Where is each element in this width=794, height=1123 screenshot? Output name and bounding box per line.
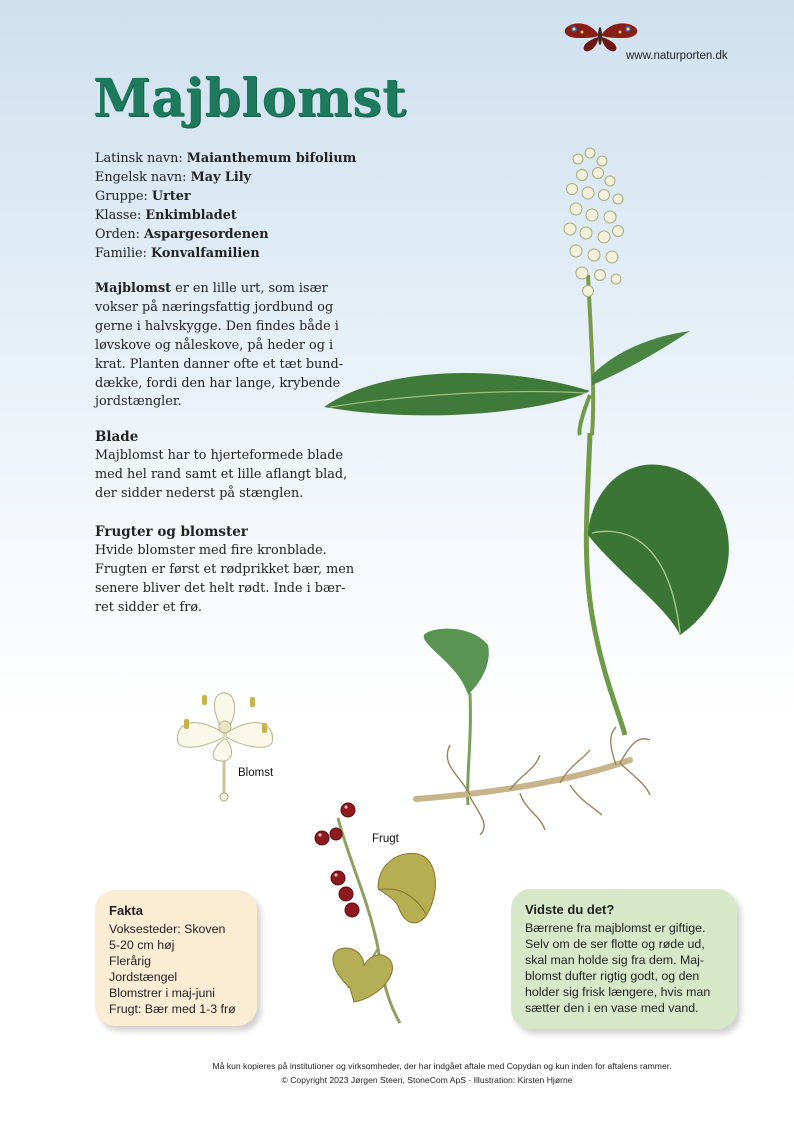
flower-label: Blomst	[238, 767, 274, 779]
did-you-know-heading: Vidste du det?	[525, 902, 615, 917]
fruits-section: Frugter og blomster Hvide blomster med fire kronblade. Frugten er først et rødprikket bær, men senere bliver det helt rødt. Inde i bær- ret sidder et frø.	[95, 523, 357, 618]
website-url[interactable]: www.naturporten.dk	[626, 50, 728, 62]
info-family: Familie: Konvalfamilien	[95, 245, 260, 261]
did-you-know-box: Vidste du det? Bærrene fra majblomst er giftige. Selv om de ser flotte og røde ud, skal man holde sig fra dem. Maj- blomst dufter rigtig godt, og den holder sig frisk længere, hvis man sætter den i en vase med vand.	[511, 889, 737, 1029]
intro-paragraph: Majblomst er en lille urt, som især vokser på næringsfattig jordbund og gerne i halvskygge. Den findes både i løvskove og nåleskove, på heder og i krat. Planten danner ofte et tæt bund- dække, fordi den har lange, krybende jordstængler.	[95, 281, 344, 410]
info-group: Gruppe: Urter	[95, 188, 191, 204]
species-info	[95, 150, 356, 263]
leaves-section: Blade Majblomst har to hjerteformede blade med hel rand samt et lille aflangt blad, der sidder nederst på stænglen.	[95, 428, 357, 504]
page-title: Majblomst	[93, 68, 407, 129]
info-order: Orden: Aspargesordenen	[95, 226, 269, 242]
info-english: Engelsk navn: May Lily	[95, 169, 252, 185]
copyright-credits: © Copyright 2023 Jørgen Steen, StoneCom ApS · Illustration: Kirsten Hjørne	[281, 1075, 573, 1085]
info-class: Klasse: Enkimbladet	[95, 207, 237, 223]
facts-box: Fakta Voksesteder: Skoven 5-20 cm høj Flerårig Jordstængel Blomstrer i maj-juni Frugt: Bær med 1-3 frø	[95, 890, 257, 1026]
info-latin: Latinsk navn: Maianthemum bifolium	[95, 151, 357, 166]
leaves-heading: Blade	[95, 429, 139, 445]
facts-heading: Fakta	[109, 903, 143, 918]
flower-illustration	[172, 683, 282, 812]
fruit-label: Frugt	[372, 833, 399, 845]
fruits-heading: Frugter og blomster	[95, 524, 248, 540]
plant-illustration	[320, 135, 760, 839]
copyright-notice: Må kun kopieres på institutioner og virksomheder, der har indgået aftale med Copydan og kun inden for aftalens rammer.	[212, 1061, 672, 1071]
